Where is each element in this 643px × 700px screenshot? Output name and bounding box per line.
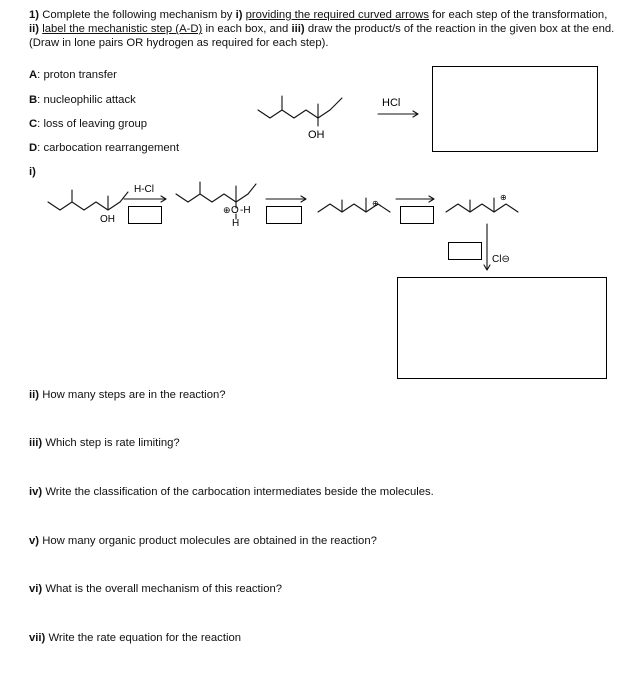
- intro-text-3: in each box, and: [205, 23, 289, 36]
- step-box-3[interactable]: [400, 206, 434, 224]
- intro-text-1: Complete the following mechanism by: [42, 9, 233, 21]
- step-box-4[interactable]: [448, 242, 482, 260]
- mol2-oxonium-dash-h: -H: [240, 205, 251, 216]
- question-iv: [29, 486, 434, 498]
- mol2-methyl: [248, 184, 256, 194]
- mechanism-label: i): [29, 166, 36, 178]
- question-vi-text: What is the overall mechanism of this reaction?: [45, 583, 283, 595]
- chloride-label: Cl⊖: [492, 254, 510, 265]
- part-ii-label: ii): [29, 23, 40, 36]
- mol2-oxonium-h: H: [232, 218, 240, 229]
- mol2-oxonium-plus: ⊕: [223, 205, 231, 215]
- intro-text-2: for each step of the transformation,: [432, 9, 608, 21]
- mol1-oh-label: OH: [100, 214, 115, 225]
- step-a-text: : proton transfer: [37, 69, 117, 81]
- step-box-2[interactable]: [266, 206, 302, 224]
- step-a-letter: A: [29, 69, 38, 81]
- step-d-text: : carbocation rearrangement: [37, 142, 180, 154]
- step-b-text: : nucleophilic attack: [37, 94, 136, 106]
- question-vi: [29, 583, 282, 595]
- top-reagent-label: HCl: [382, 97, 401, 109]
- step-c-letter: C: [29, 118, 38, 130]
- question-number: 1): [29, 9, 40, 21]
- mol4-cation-plus: ⊕: [500, 193, 507, 202]
- mol3-skeleton: [318, 204, 390, 212]
- step-d-letter: D: [29, 142, 38, 154]
- question-vii: [29, 632, 241, 644]
- top-product-box[interactable]: [432, 66, 598, 152]
- part-i-text: providing the required curved arrows: [245, 9, 429, 21]
- question-vi-label: vi): [29, 583, 43, 595]
- part-iii-label: iii): [291, 23, 305, 36]
- question-iv-text: Write the classification of the carbocation intermediates beside the molecules.: [45, 486, 434, 498]
- question-v-label: v): [29, 535, 40, 547]
- step-c-text: : loss of leaving group: [37, 118, 148, 130]
- intro-text-4: draw the product/s of the reaction in the given box at the end. (Draw in lone pairs OR hydrogen as required for each step).: [29, 23, 615, 50]
- question-ii-text: How many steps are in the reaction?: [42, 389, 226, 401]
- final-product-box[interactable]: [397, 277, 607, 379]
- question-v-text: How many organic product molecules are obtained in the reaction?: [42, 535, 377, 547]
- question-v: [29, 535, 377, 547]
- question-iii-text: Which step is rate limiting?: [45, 437, 180, 449]
- mol4-skeleton: [446, 204, 518, 212]
- mol1-skeleton: [48, 202, 120, 210]
- question-vii-label: vii): [29, 632, 46, 644]
- question-iii-label: iii): [29, 437, 43, 449]
- step-b-letter: B: [29, 94, 38, 106]
- top-skeleton: [258, 110, 330, 118]
- top-methyl: [330, 98, 342, 110]
- part-ii-text: label the mechanistic step (A-D): [42, 23, 203, 36]
- step-box-1[interactable]: [128, 206, 162, 224]
- mol2-oxonium-o: O: [231, 205, 239, 216]
- question-iv-label: iv): [29, 486, 43, 498]
- mol1-methyl: [120, 192, 128, 202]
- mol3-cation-plus: ⊕: [372, 199, 379, 208]
- mol2-skeleton: [176, 194, 248, 202]
- question-ii: [29, 389, 226, 401]
- part-i-label: i): [235, 9, 243, 21]
- question-vii-text: Write the rate equation for the reaction: [48, 632, 242, 644]
- mech-reagent-label: H-Cl: [134, 184, 154, 195]
- question-ii-label: ii): [29, 389, 40, 401]
- top-oh-label: OH: [308, 129, 325, 141]
- question-iii: [29, 437, 180, 449]
